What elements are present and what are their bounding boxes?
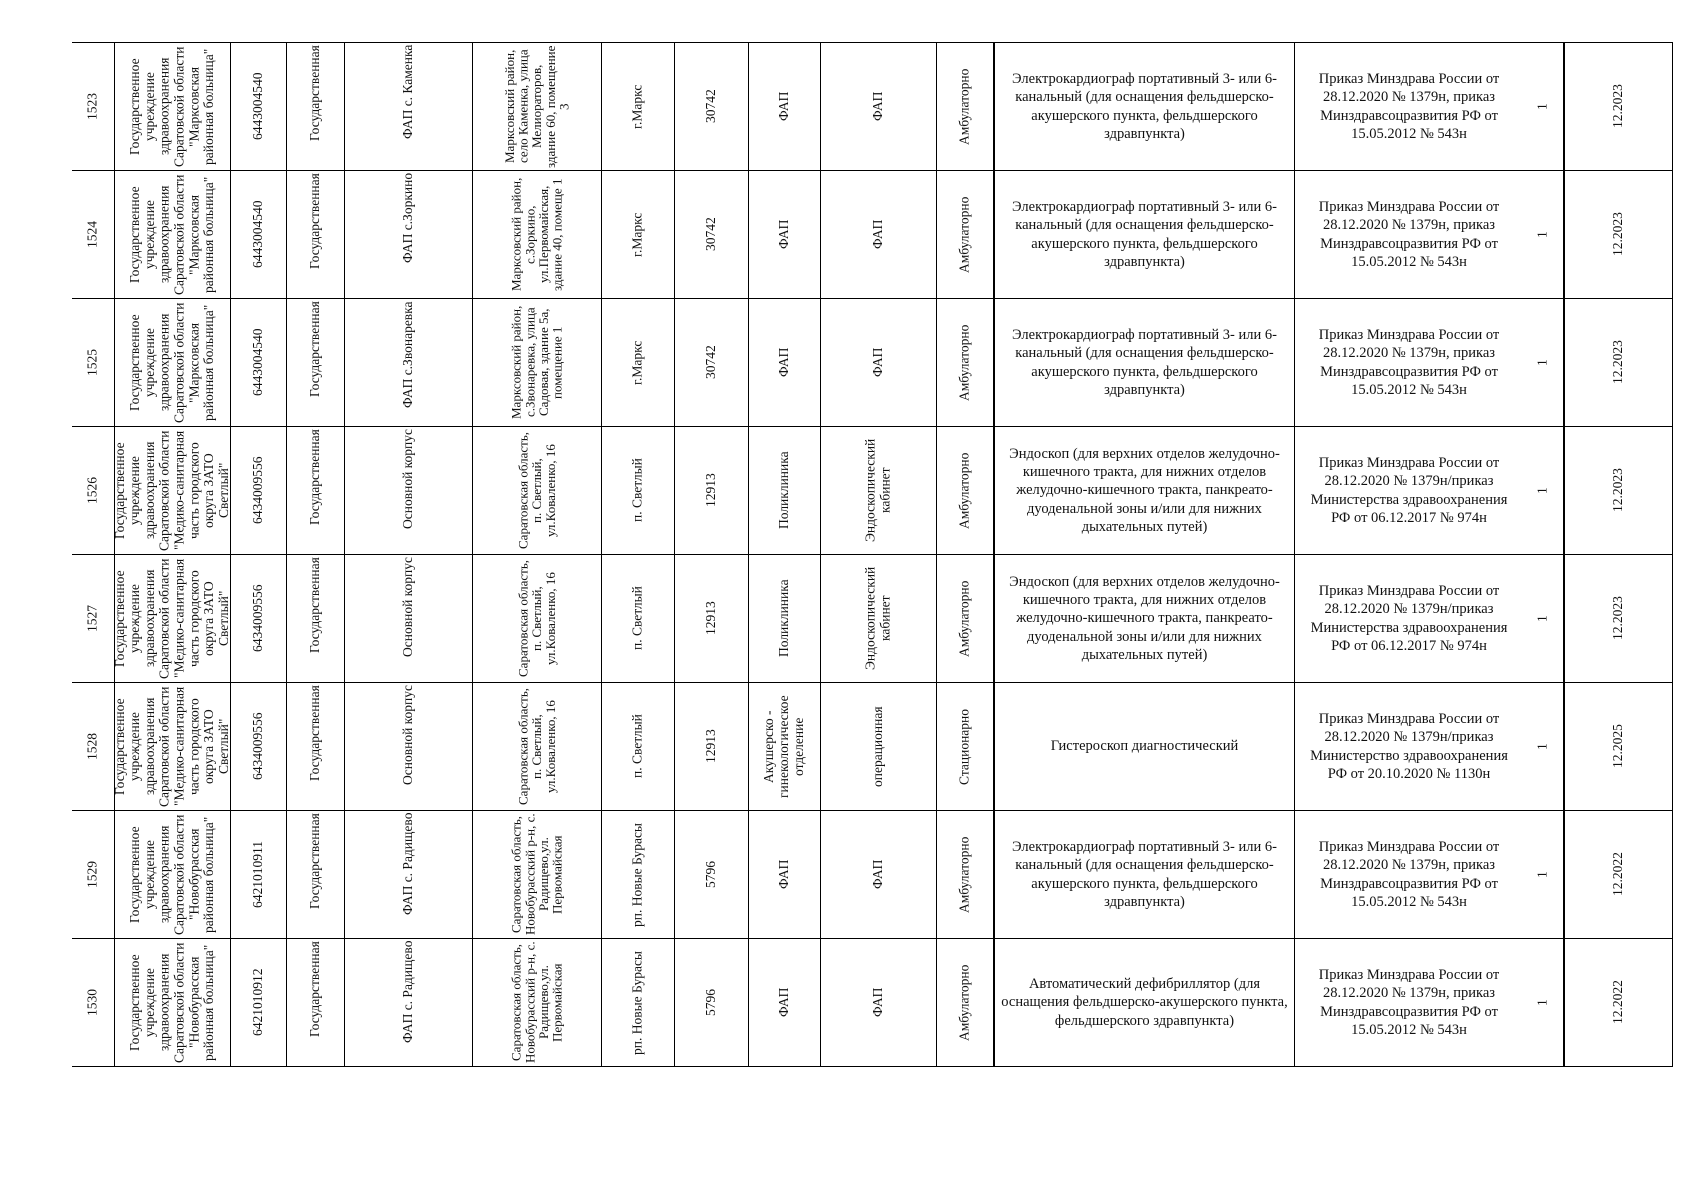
population-text: 12913 [703, 473, 719, 508]
equipment-text: Электрокардиограф портативный 3- или 6-канальный (для оснащения фельдшерско-акушерского пункта, фельдшерского здравпункта) [1012, 327, 1277, 398]
organization-cell [115, 939, 231, 1066]
row-number-text: 1523 [84, 93, 100, 120]
table-row [72, 170, 1673, 298]
date-cell [1564, 171, 1673, 298]
organization-text: Государственное учреждение здравоохранения Саратовской области "Марксовская районная больница" [126, 46, 217, 167]
care-type-text: Амбулаторно [956, 836, 972, 913]
population-text: 30742 [703, 89, 719, 124]
date-text: 12.2022 [1610, 852, 1626, 897]
quantity-cell [1523, 171, 1564, 298]
ownership-form-cell [287, 299, 345, 426]
table-row [72, 938, 1673, 1066]
inn-text: 6443004540 [250, 200, 266, 269]
settlement-text: п. Светлый [629, 458, 645, 523]
organization-text: Государственное учреждение здравоохранения Саратовской области "Новобурасская районная больница" [126, 814, 217, 935]
row-number-cell [72, 43, 115, 170]
table-row [72, 426, 1673, 554]
date-text: 12.2023 [1610, 468, 1626, 513]
ownership-form-cell [287, 555, 345, 682]
row-number-text: 1525 [84, 349, 100, 376]
care-type-cell [937, 427, 994, 554]
inn-cell [231, 555, 287, 682]
settlement-text: г.Маркс [629, 212, 645, 257]
table-row [72, 42, 1673, 170]
department-text: Поликлиника [776, 579, 792, 658]
room-text: ФАП [870, 859, 886, 890]
date-text: 12.2023 [1610, 340, 1626, 385]
population-text: 30742 [703, 217, 719, 252]
quantity-text: 1 [1534, 615, 1550, 622]
department-cell [749, 299, 821, 426]
settlement-cell [602, 299, 675, 426]
address-cell [473, 811, 602, 938]
row-number-cell [72, 555, 115, 682]
equipment-text: Эндоскоп (для верхних отделов желудочно- кишечного тракта, для нижних отделов желудочно-кишечного тракта, панкреато-дуоденальной зоны и/или для нижних дыхательных путей) [1009, 446, 1280, 535]
room-text: Эндоскопический кабинет [862, 566, 893, 671]
date-cell [1564, 43, 1673, 170]
department-cell [749, 939, 821, 1066]
address-cell [473, 939, 602, 1066]
inn-cell [231, 43, 287, 170]
ownership-form-cell [287, 43, 345, 170]
subdivision-text: ФАП с. Радищево [400, 813, 416, 916]
organization-cell [115, 811, 231, 938]
care-type-text: Стационарно [956, 708, 972, 785]
inn-text: 6434009556 [250, 584, 266, 653]
organization-cell [112, 555, 232, 682]
settlement-text: г.Маркс [629, 340, 645, 385]
organization-cell [115, 171, 231, 298]
department-cell [749, 427, 821, 554]
address-text: Саратовская область, п. Светлый, ул.Коваленко, 16 [515, 560, 558, 678]
organization-text: Государственное учреждение здравоохранения Саратовской области "Медико-санитарная часть городского округа ЗАТО Светлый" [112, 686, 232, 807]
subdivision-cell [345, 683, 473, 810]
quantity-text: 1 [1534, 231, 1550, 238]
care-type-cell [937, 683, 994, 810]
address-text: Марксовский район, с.Звонаревка, улица Садовая, здание 5а, помещение 1 [508, 305, 565, 420]
ownership-form-text: Государственная [307, 941, 323, 1037]
equipment-text: Электрокардиограф портативный 3- или 6-канальный (для оснащения фельдшерско-акушерского пункта, фельдшерского здравпункта) [1012, 71, 1277, 142]
regulation-cell [1294, 43, 1523, 170]
date-cell [1564, 811, 1673, 938]
date-cell [1564, 427, 1673, 554]
ownership-form-text: Государственная [307, 685, 323, 781]
equipment-cell [994, 939, 1294, 1066]
settlement-cell [602, 555, 675, 682]
organization-text: Государственное учреждение здравоохранения Саратовской области "Марксовская районная больница" [126, 174, 217, 295]
population-text: 12913 [703, 729, 719, 764]
population-cell [675, 683, 749, 810]
row-number-text: 1524 [84, 221, 100, 248]
subdivision-text: ФАП с.Звонаревка [400, 301, 416, 408]
date-text: 12.2022 [1610, 980, 1626, 1025]
address-cell [473, 43, 602, 170]
ownership-form-cell [287, 683, 345, 810]
population-cell [675, 299, 749, 426]
population-text: 5796 [703, 861, 719, 888]
department-text: ФАП [776, 219, 792, 250]
address-text: Саратовская область, Новобурасский р-н, с. Радищево,ул. Первомайская [508, 813, 565, 936]
quantity-text: 1 [1534, 871, 1550, 878]
room-cell [821, 299, 937, 426]
date-cell [1564, 299, 1673, 426]
ownership-form-cell [287, 171, 345, 298]
room-cell [821, 427, 937, 554]
subdivision-text: ФАП с. Радищево [400, 941, 416, 1044]
department-text: Поликлиника [776, 451, 792, 530]
row-number-cell [72, 811, 115, 938]
date-text: 12.2023 [1610, 596, 1626, 641]
ownership-form-text: Государственная [307, 173, 323, 269]
subdivision-text: Основной корпус [400, 557, 416, 658]
row-number-cell [72, 939, 115, 1066]
department-cell [749, 43, 821, 170]
room-cell [821, 683, 937, 810]
population-cell [675, 427, 749, 554]
quantity-cell [1523, 555, 1564, 682]
department-cell [749, 171, 821, 298]
organization-text: Государственное учреждение здравоохранения Саратовской области "Марксовская районная больница" [126, 302, 217, 423]
regulation-cell [1294, 939, 1523, 1066]
date-cell [1564, 555, 1673, 682]
organization-text: Государственное учреждение здравоохранения Саратовской области "Медико-санитарная часть городского округа ЗАТО Светлый" [112, 430, 232, 551]
department-cell [749, 683, 821, 810]
equipment-cell [994, 43, 1294, 170]
inn-cell [231, 939, 287, 1066]
address-text: Марксовский район, с.Зоркино, ул.Первомайская, здание 40, помеще 1 [508, 177, 565, 292]
inn-text: 6421010912 [250, 968, 266, 1037]
department-text: ФАП [776, 347, 792, 378]
department-text: Акушерско - гинекологическое отделение [761, 695, 806, 798]
room-text: ФАП [870, 347, 886, 378]
care-type-text: Амбулаторно [956, 196, 972, 273]
subdivision-cell [345, 171, 473, 298]
address-cell [473, 171, 602, 298]
row-number-cell [72, 299, 115, 426]
regulation-cell [1294, 171, 1523, 298]
subdivision-cell [345, 299, 473, 426]
quantity-cell [1523, 939, 1564, 1066]
equipment-cell [994, 811, 1294, 938]
settlement-cell [602, 811, 675, 938]
equipment-cell [994, 683, 1294, 810]
regulation-cell [1294, 555, 1523, 682]
inn-cell [231, 427, 287, 554]
inn-cell [231, 811, 287, 938]
regulation-text: Приказ Минздрава России от 28.12.2020 № 1379н, приказ Минздравсоцразвития РФ от 15.05.2012 № 543н [1318, 199, 1500, 270]
population-cell [675, 811, 749, 938]
organization-cell [115, 299, 231, 426]
quantity-cell [1523, 811, 1564, 938]
care-type-cell [937, 171, 994, 298]
population-cell [675, 171, 749, 298]
organization-cell [115, 43, 231, 170]
care-type-cell [937, 811, 994, 938]
subdivision-text: ФАП с.Зоркино [400, 173, 416, 264]
care-type-text: Амбулаторно [956, 324, 972, 401]
quantity-cell [1523, 299, 1564, 426]
population-text: 5796 [703, 989, 719, 1016]
care-type-cell [937, 299, 994, 426]
subdivision-text: Основной корпус [400, 685, 416, 786]
room-text: ФАП [870, 987, 886, 1018]
room-text: ФАП [870, 219, 886, 250]
quantity-cell [1523, 427, 1564, 554]
row-number-cell [72, 427, 115, 554]
settlement-text: п. Светлый [629, 714, 645, 779]
equipment-text: Эндоскоп (для верхних отделов желудочно- кишечного тракта, для нижних отделов желудочно-кишечного тракта, панкреато-дуоденальной зоны и/или для нижних дыхательных путей) [1009, 574, 1280, 663]
care-type-cell [937, 43, 994, 170]
inn-cell [231, 171, 287, 298]
care-type-text: Амбулаторно [956, 452, 972, 529]
row-number-text: 1529 [84, 861, 100, 888]
regulation-cell [1294, 299, 1523, 426]
equipment-text: Электрокардиограф портативный 3- или 6-канальный (для оснащения фельдшерско-акушерского пункта, фельдшерского здравпункта) [1012, 839, 1277, 910]
row-number-text: 1526 [84, 477, 100, 504]
room-cell [821, 555, 937, 682]
room-text: ФАП [870, 91, 886, 122]
quantity-cell [1523, 43, 1564, 170]
address-cell [473, 683, 602, 810]
ownership-form-text: Государственная [307, 557, 323, 653]
subdivision-cell [345, 555, 473, 682]
date-text: 12.2025 [1610, 724, 1626, 769]
regulation-text: Приказ Минздрава России от 28.12.2020 № 1379н/приказ Министерство здравоохранения РФ от 20.10.2020 № 1130н [1310, 711, 1508, 782]
inn-text: 6421010911 [250, 841, 266, 908]
population-text: 30742 [703, 345, 719, 380]
equipment-text: Электрокардиограф портативный 3- или 6-канальный (для оснащения фельдшерско-акушерского пункта, фельдшерского здравпункта) [1012, 199, 1277, 270]
ownership-form-text: Государственная [307, 429, 323, 525]
settlement-cell [602, 939, 675, 1066]
table-row [72, 554, 1673, 682]
regulation-cell [1294, 683, 1523, 810]
regulation-text: Приказ Минздрава России от 28.12.2020 № 1379н, приказ Минздравсоцразвития РФ от 15.05.2012 № 543н [1318, 967, 1500, 1038]
table-row [72, 682, 1673, 810]
settlement-cell [602, 171, 675, 298]
quantity-text: 1 [1534, 103, 1550, 110]
row-number-cell [72, 171, 115, 298]
date-text: 12.2023 [1610, 212, 1626, 257]
date-cell [1564, 683, 1673, 810]
row-number-text: 1528 [84, 733, 100, 760]
department-text: ФАП [776, 987, 792, 1018]
subdivision-cell [345, 43, 473, 170]
quantity-text: 1 [1534, 359, 1550, 366]
table-row [72, 810, 1673, 938]
care-type-text: Амбулаторно [956, 964, 972, 1041]
subdivision-cell [345, 811, 473, 938]
subdivision-cell [345, 939, 473, 1066]
regulation-text: Приказ Минздрава России от 28.12.2020 № 1379н, приказ Минздравсоцразвития РФ от 15.05.2012 № 543н [1318, 839, 1500, 910]
settlement-cell [602, 683, 675, 810]
equipment-cell [994, 427, 1294, 554]
regulation-text: Приказ Минздрава России от 28.12.2020 № 1379н, приказ Минздравсоцразвития РФ от 15.05.2012 № 543н [1318, 327, 1500, 398]
address-cell [473, 427, 602, 554]
population-text: 12913 [703, 601, 719, 636]
organization-cell [112, 427, 232, 554]
inn-cell [231, 683, 287, 810]
equipment-cell [994, 171, 1294, 298]
organization-text: Государственное учреждение здравоохранения Саратовской области "Новобурасская районная больница" [126, 942, 217, 1063]
inn-text: 6434009556 [250, 456, 266, 525]
population-cell [675, 939, 749, 1066]
inn-text: 6434009556 [250, 712, 266, 781]
ownership-form-text: Государственная [307, 301, 323, 397]
equipment-text: Автоматический дефибриллятор (для оснащения фельдшерско-акушерского пункта, фельдшерского здравпункта) [1001, 976, 1288, 1029]
table-row [72, 298, 1673, 426]
address-text: Саратовская область, п. Светлый, ул.Коваленко, 16 [515, 688, 558, 806]
inn-text: 6443004540 [250, 72, 266, 141]
ownership-form-cell [287, 939, 345, 1066]
care-type-text: Амбулаторно [956, 68, 972, 145]
settlement-text: п. Светлый [629, 586, 645, 651]
equipment-cell [994, 299, 1294, 426]
subdivision-text: Основной корпус [400, 429, 416, 530]
settlement-text: рп. Новые Бурасы [629, 950, 645, 1055]
organization-text: Государственное учреждение здравоохранения Саратовской области "Медико-санитарная часть городского округа ЗАТО Светлый" [112, 558, 232, 679]
date-cell [1564, 939, 1673, 1066]
row-number-cell [72, 683, 115, 810]
row-number-text: 1527 [84, 605, 100, 632]
settlement-cell [602, 427, 675, 554]
regulation-text: Приказ Минздрава России от 28.12.2020 № 1379н/приказ Министерства здравоохранения РФ от 06.12.2017 № 974н [1310, 583, 1508, 654]
equipment-text: Гистероскоп диагностический [1050, 738, 1239, 755]
regulation-text: Приказ Минздрава России от 28.12.2020 № 1379н, приказ Минздравсоцразвития РФ от 15.05.2012 № 543н [1318, 71, 1500, 142]
ownership-form-text: Государственная [307, 813, 323, 909]
organization-cell [112, 683, 232, 810]
quantity-text: 1 [1534, 999, 1550, 1006]
row-number-text: 1530 [84, 989, 100, 1016]
settlement-cell [602, 43, 675, 170]
ownership-form-cell [287, 427, 345, 554]
inn-cell [231, 299, 287, 426]
care-type-text: Амбулаторно [956, 580, 972, 657]
address-text: Марксовский район, село Каменка, улица Мелиораторов, здание 60, помещение 3 [501, 45, 572, 168]
quantity-text: 1 [1534, 743, 1550, 750]
regulation-cell [1294, 811, 1523, 938]
room-cell [821, 171, 937, 298]
regulation-cell [1294, 427, 1523, 554]
date-text: 12.2023 [1610, 84, 1626, 129]
department-text: ФАП [776, 91, 792, 122]
quantity-text: 1 [1534, 487, 1550, 494]
address-text: Саратовская область, Новобурасский р-н, с. Радищево,ул. Первомайская [508, 941, 565, 1064]
settlement-text: г.Маркс [629, 84, 645, 129]
quantity-cell [1523, 683, 1564, 810]
equipment-cell [994, 555, 1294, 682]
room-text: Эндоскопический кабинет [862, 438, 893, 543]
ownership-form-text: Государственная [307, 45, 323, 141]
ownership-form-cell [287, 811, 345, 938]
care-type-cell [937, 555, 994, 682]
room-cell [821, 43, 937, 170]
equipment-table [72, 42, 1673, 1067]
department-text: ФАП [776, 859, 792, 890]
address-text: Саратовская область, п. Светлый, ул.Коваленко, 16 [515, 432, 558, 550]
inn-text: 6443004540 [250, 328, 266, 397]
subdivision-cell [345, 427, 473, 554]
care-type-cell [937, 939, 994, 1066]
regulation-text: Приказ Минздрава России от 28.12.2020 № 1379н/приказ Министерства здравоохранения РФ от 06.12.2017 № 974н [1310, 455, 1508, 526]
room-text: операционная [870, 706, 886, 787]
department-cell [749, 811, 821, 938]
subdivision-text: ФАП с. Каменка [400, 45, 416, 140]
room-cell [821, 811, 937, 938]
population-cell [675, 555, 749, 682]
room-cell [821, 939, 937, 1066]
address-cell [473, 299, 602, 426]
address-cell [473, 555, 602, 682]
department-cell [749, 555, 821, 682]
settlement-text: рп. Новые Бурасы [629, 822, 645, 927]
population-cell [675, 43, 749, 170]
